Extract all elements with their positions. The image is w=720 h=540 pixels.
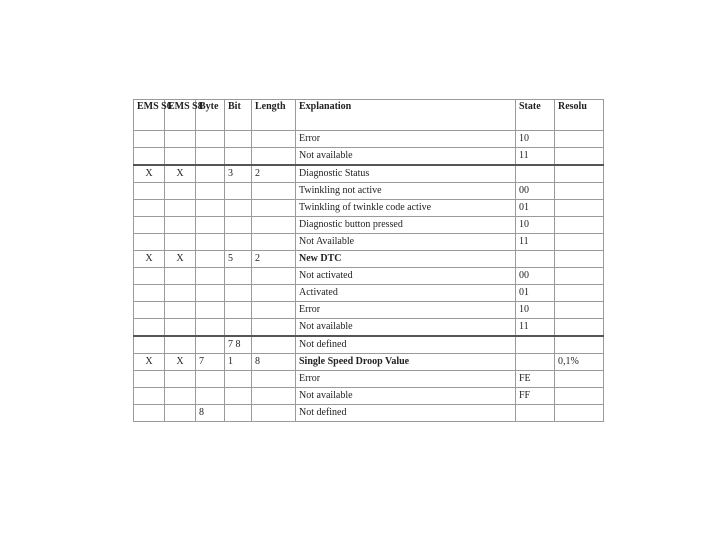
table-row — [134, 234, 604, 251]
cell-byte — [196, 200, 225, 217]
table-row — [134, 183, 604, 200]
cell-explanation: Not available — [296, 388, 516, 405]
cell-explanation: Diagnostic button pressed — [296, 217, 516, 234]
cell-length — [252, 405, 296, 422]
cell-ems-s8 — [165, 319, 196, 337]
cell-state — [516, 336, 555, 354]
cell-ems-s6 — [134, 200, 165, 217]
cell-length — [252, 319, 296, 337]
cell-explanation: Not available — [296, 148, 516, 166]
cell-length — [252, 336, 296, 354]
cell-bit — [225, 388, 252, 405]
cell-resolution — [555, 405, 604, 422]
cell-state — [516, 354, 555, 371]
header-row — [134, 100, 604, 131]
cell-ems-s6 — [134, 388, 165, 405]
table-row — [134, 285, 604, 302]
table-row — [134, 371, 604, 388]
cell-bit: 1 — [225, 354, 252, 371]
cell-ems-s6 — [134, 148, 165, 166]
cell-ems-s6 — [134, 285, 165, 302]
cell-state: 10 — [516, 131, 555, 148]
table-row — [134, 388, 604, 405]
cell-length — [252, 148, 296, 166]
cell-bit — [225, 183, 252, 200]
table-row — [134, 405, 604, 422]
cell-bit: 5 — [225, 251, 252, 268]
cell-byte — [196, 217, 225, 234]
cell-ems-s6 — [134, 405, 165, 422]
cell-length — [252, 234, 296, 251]
cell-length — [252, 131, 296, 148]
cell-ems-s8 — [165, 302, 196, 319]
cell-explanation: Diagnostic Status — [296, 165, 516, 183]
cell-bit: 3 — [225, 165, 252, 183]
cell-ems-s8 — [165, 183, 196, 200]
cell-ems-s6 — [134, 131, 165, 148]
table-row — [134, 148, 604, 166]
cell-state: FF — [516, 388, 555, 405]
cell-bit — [225, 319, 252, 337]
table-row — [134, 319, 604, 337]
table-row — [134, 354, 604, 371]
cell-explanation: Twinkling not active — [296, 183, 516, 200]
cell-explanation: Single Speed Droop Value — [296, 354, 516, 371]
cell-state: 01 — [516, 200, 555, 217]
cell-bit — [225, 148, 252, 166]
cell-ems-s8 — [165, 217, 196, 234]
cell-resolution — [555, 319, 604, 337]
cell-explanation: Not available — [296, 319, 516, 337]
header-ems-s8: EMS S8 — [165, 100, 196, 131]
cell-length — [252, 388, 296, 405]
cell-ems-s8 — [165, 405, 196, 422]
cell-bit — [225, 285, 252, 302]
cell-resolution — [555, 148, 604, 166]
table-row — [134, 131, 604, 148]
cell-ems-s6: X — [134, 354, 165, 371]
cell-state: 10 — [516, 217, 555, 234]
cell-bit — [225, 131, 252, 148]
cell-ems-s8: X — [165, 354, 196, 371]
header-state: State — [516, 100, 555, 131]
cell-state: FE — [516, 371, 555, 388]
cell-length — [252, 217, 296, 234]
cell-bit — [225, 268, 252, 285]
cell-resolution — [555, 388, 604, 405]
cell-byte — [196, 148, 225, 166]
cell-state — [516, 251, 555, 268]
table-row — [134, 268, 604, 285]
cell-byte — [196, 268, 225, 285]
cell-ems-s6 — [134, 302, 165, 319]
table-row — [134, 302, 604, 319]
cell-ems-s8 — [165, 234, 196, 251]
cell-ems-s6: X — [134, 251, 165, 268]
cell-byte: 7 — [196, 354, 225, 371]
cell-byte: 8 — [196, 405, 225, 422]
cell-byte — [196, 165, 225, 183]
cell-explanation: Not Available — [296, 234, 516, 251]
cell-ems-s8 — [165, 371, 196, 388]
cell-explanation: New DTC — [296, 251, 516, 268]
cell-resolution — [555, 200, 604, 217]
cell-state — [516, 165, 555, 183]
cell-byte — [196, 183, 225, 200]
cell-explanation: Error — [296, 302, 516, 319]
cell-length — [252, 285, 296, 302]
cell-length — [252, 302, 296, 319]
cell-resolution — [555, 131, 604, 148]
cell-byte — [196, 251, 225, 268]
cell-explanation: Error — [296, 371, 516, 388]
cell-byte — [196, 388, 225, 405]
cell-ems-s8 — [165, 131, 196, 148]
cell-resolution — [555, 336, 604, 354]
cell-length — [252, 183, 296, 200]
cell-state: 11 — [516, 319, 555, 337]
cell-ems-s8 — [165, 388, 196, 405]
table-row — [134, 217, 604, 234]
cell-byte — [196, 302, 225, 319]
cell-ems-s6 — [134, 319, 165, 337]
cell-ems-s8 — [165, 200, 196, 217]
cell-resolution — [555, 183, 604, 200]
table-row — [134, 200, 604, 217]
header-explanation: Explanation — [296, 100, 516, 131]
cell-bit — [225, 302, 252, 319]
signal-spec-table — [133, 99, 604, 422]
cell-byte — [196, 319, 225, 337]
cell-byte — [196, 336, 225, 354]
cell-ems-s6 — [134, 371, 165, 388]
cell-byte — [196, 234, 225, 251]
cell-byte — [196, 285, 225, 302]
header-byte: Byte — [196, 100, 225, 131]
cell-resolution — [555, 217, 604, 234]
table-row — [134, 251, 604, 268]
cell-ems-s8 — [165, 336, 196, 354]
cell-explanation: Not defined — [296, 336, 516, 354]
cell-resolution — [555, 285, 604, 302]
cell-explanation: Activated — [296, 285, 516, 302]
header-bit: Bit — [225, 100, 252, 131]
cell-length — [252, 371, 296, 388]
cell-ems-s6 — [134, 336, 165, 354]
cell-ems-s6 — [134, 234, 165, 251]
cell-bit — [225, 371, 252, 388]
cell-length — [252, 268, 296, 285]
cell-explanation: Not defined — [296, 405, 516, 422]
cell-byte — [196, 371, 225, 388]
cell-explanation: Error — [296, 131, 516, 148]
cell-length: 8 — [252, 354, 296, 371]
cell-resolution — [555, 268, 604, 285]
cell-state: 00 — [516, 268, 555, 285]
cell-state: 11 — [516, 234, 555, 251]
cell-ems-s8: X — [165, 165, 196, 183]
cell-resolution — [555, 165, 604, 183]
cell-resolution — [555, 371, 604, 388]
cell-byte — [196, 131, 225, 148]
cell-ems-s6 — [134, 217, 165, 234]
header-length: Length — [252, 100, 296, 131]
spec-table-scan — [133, 99, 593, 418]
cell-bit — [225, 217, 252, 234]
cell-resolution: 0,1% — [555, 354, 604, 371]
cell-ems-s6 — [134, 183, 165, 200]
table-body — [134, 131, 604, 422]
cell-length — [252, 200, 296, 217]
cell-bit — [225, 405, 252, 422]
cell-length: 2 — [252, 251, 296, 268]
cell-bit — [225, 200, 252, 217]
cell-bit: 7 8 — [225, 336, 252, 354]
table-row — [134, 165, 604, 183]
cell-resolution — [555, 302, 604, 319]
cell-explanation: Twinkling of twinkle code active — [296, 200, 516, 217]
cell-state: 11 — [516, 148, 555, 166]
cell-ems-s6 — [134, 268, 165, 285]
cell-length: 2 — [252, 165, 296, 183]
header-resolution: Resolu — [555, 100, 604, 131]
table-row — [134, 336, 604, 354]
cell-ems-s8 — [165, 148, 196, 166]
cell-ems-s8 — [165, 285, 196, 302]
cell-state: 01 — [516, 285, 555, 302]
cell-explanation: Not activated — [296, 268, 516, 285]
cell-state — [516, 405, 555, 422]
header-ems-s6: EMS S6 — [134, 100, 165, 131]
cell-bit — [225, 234, 252, 251]
cell-resolution — [555, 251, 604, 268]
cell-state: 10 — [516, 302, 555, 319]
cell-ems-s8: X — [165, 251, 196, 268]
cell-ems-s8 — [165, 268, 196, 285]
cell-state: 00 — [516, 183, 555, 200]
cell-ems-s6: X — [134, 165, 165, 183]
cell-resolution — [555, 234, 604, 251]
